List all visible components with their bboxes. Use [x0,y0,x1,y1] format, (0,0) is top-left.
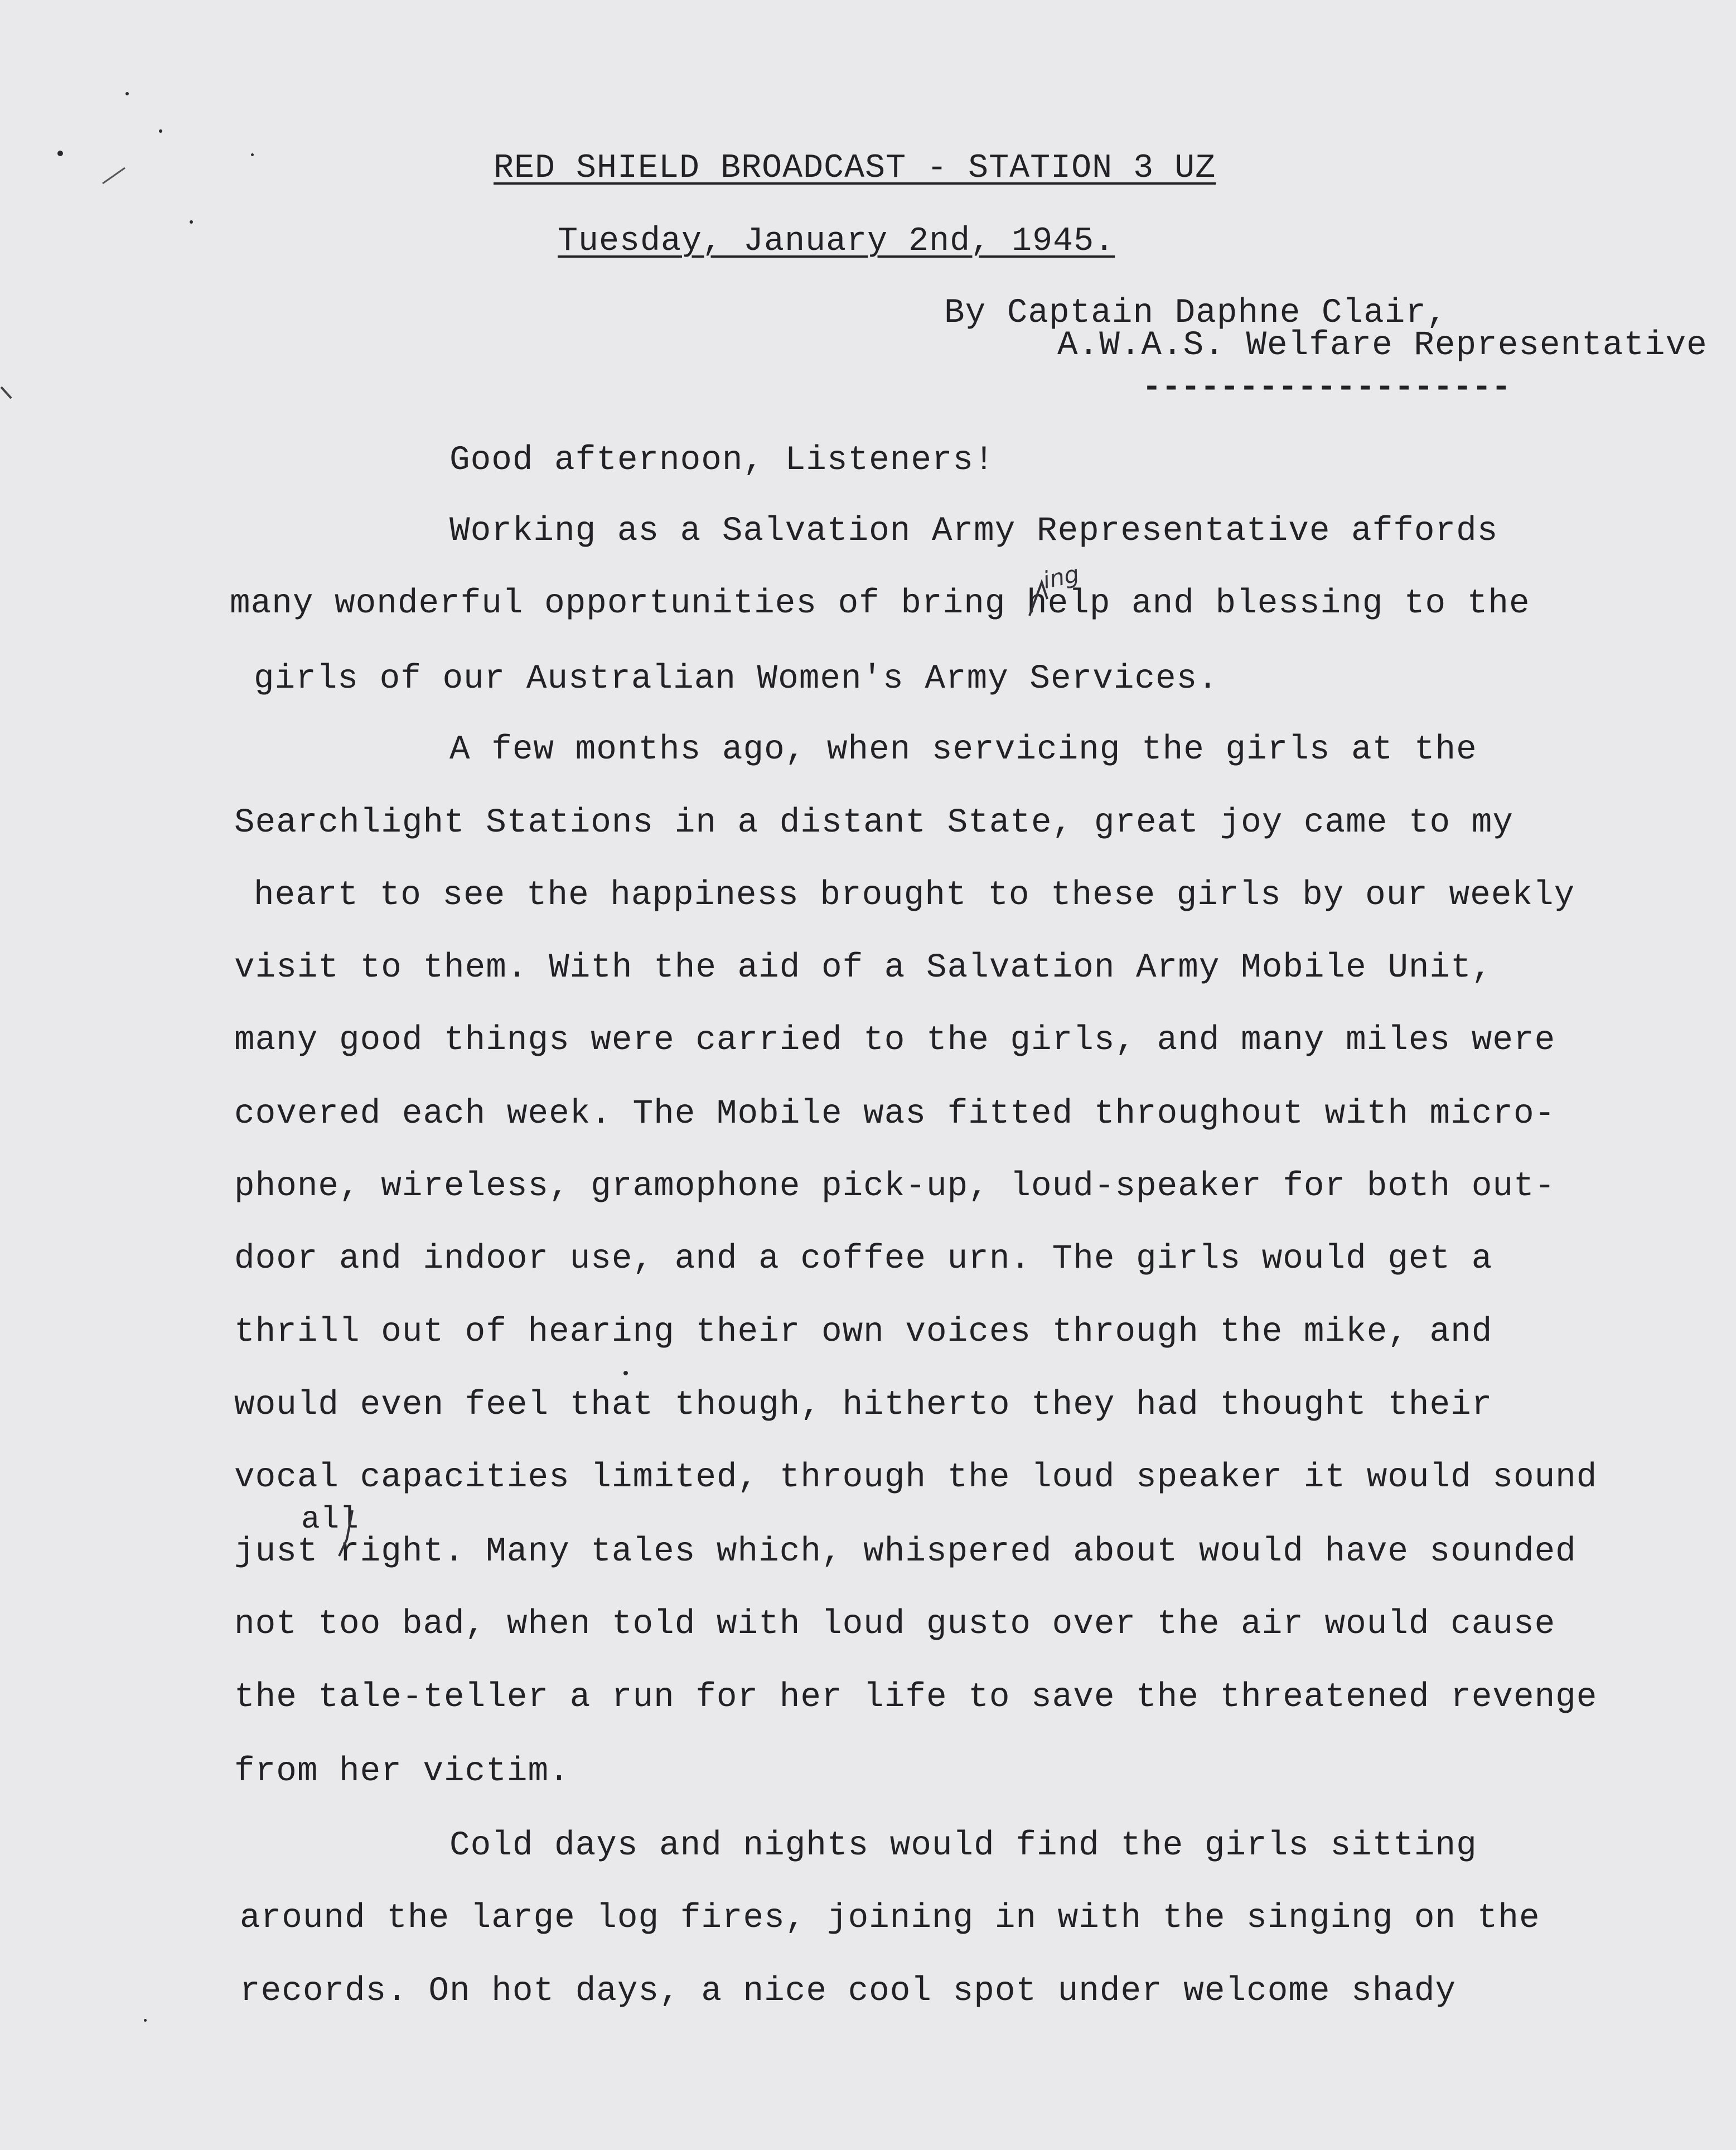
body-line: door and indoor use, and a coffee urn. The girls would get a [234,1240,1493,1278]
body-line: from her victim. [234,1752,570,1791]
broadcast-date: Tuesday, January 2nd, 1945. [558,223,1115,260]
body-line: not too bad, when told with loud gusto over the air would cause [234,1605,1556,1644]
body-line: visit to them. With the aid of a Salvation Army Mobile Unit, [234,949,1493,987]
scan-speck [159,129,162,133]
caret-mark [1025,577,1058,621]
body-line: Searchlight Stations in a distant State, great joy came to my [234,804,1513,842]
body-line: Working as a Salvation Army Representative affords [449,512,1498,550]
scan-mark [0,385,17,402]
body-line: phone, wireless, gramophone pick-up, loud-speaker for both out- [234,1167,1556,1206]
document-title: RED SHIELD BROADCAST - STATION 3 UZ [494,149,1216,187]
scan-speck [57,151,63,156]
scan-speck [125,92,129,95]
body-line: vocal capacities limited, through the loud speaker it would sound [234,1458,1598,1497]
body-line: around the large log fires, joining in with the singing on the [240,1899,1540,1938]
body-line: A few months ago, when servicing the girls at the [449,731,1477,769]
scan-speck [190,220,193,224]
body-line: would even feel that though, hitherto they had thought their [234,1386,1493,1424]
body-line: the tale-teller a run for her life to save the threatened revenge [234,1678,1598,1717]
handwritten-insertion-all: all [301,1501,359,1537]
body-line: Cold days and nights would find the girls sitting [449,1827,1477,1865]
body-line: Good afternoon, Listeners! [449,441,995,480]
scan-speck [144,2019,147,2022]
byline-rule: ------------------- [1142,370,1511,406]
body-line: records. On hot days, a nice cool spot under welcome shady [240,1972,1457,2011]
scan-mark [100,165,128,187]
scan-speck [251,153,254,156]
handwritten-insertion-ing: ing [1040,559,1082,595]
body-line: many wonderful opportunities of bring help and blessing to the [230,584,1530,623]
body-line: many good things were carried to the girls, and many miles were [234,1021,1556,1060]
byline-role: A.W.A.S. Welfare Representative [1057,326,1708,365]
byline-author: By Captain Daphne Clair, [944,294,1448,332]
body-line: heart to see the happiness brought to these girls by our weekly [254,876,1575,915]
body-line: thrill out of hearing their own voices through the mike, and [234,1313,1493,1351]
body-line: girls of our Australian Women's Army Services. [254,660,1218,698]
scan-speck [623,1371,628,1375]
caret-mark [335,1506,362,1562]
body-line: covered each week. The Mobile was fitted throughout with micro- [234,1095,1556,1133]
body-line: just right. Many tales which, whispered about would have sounded [234,1533,1577,1571]
